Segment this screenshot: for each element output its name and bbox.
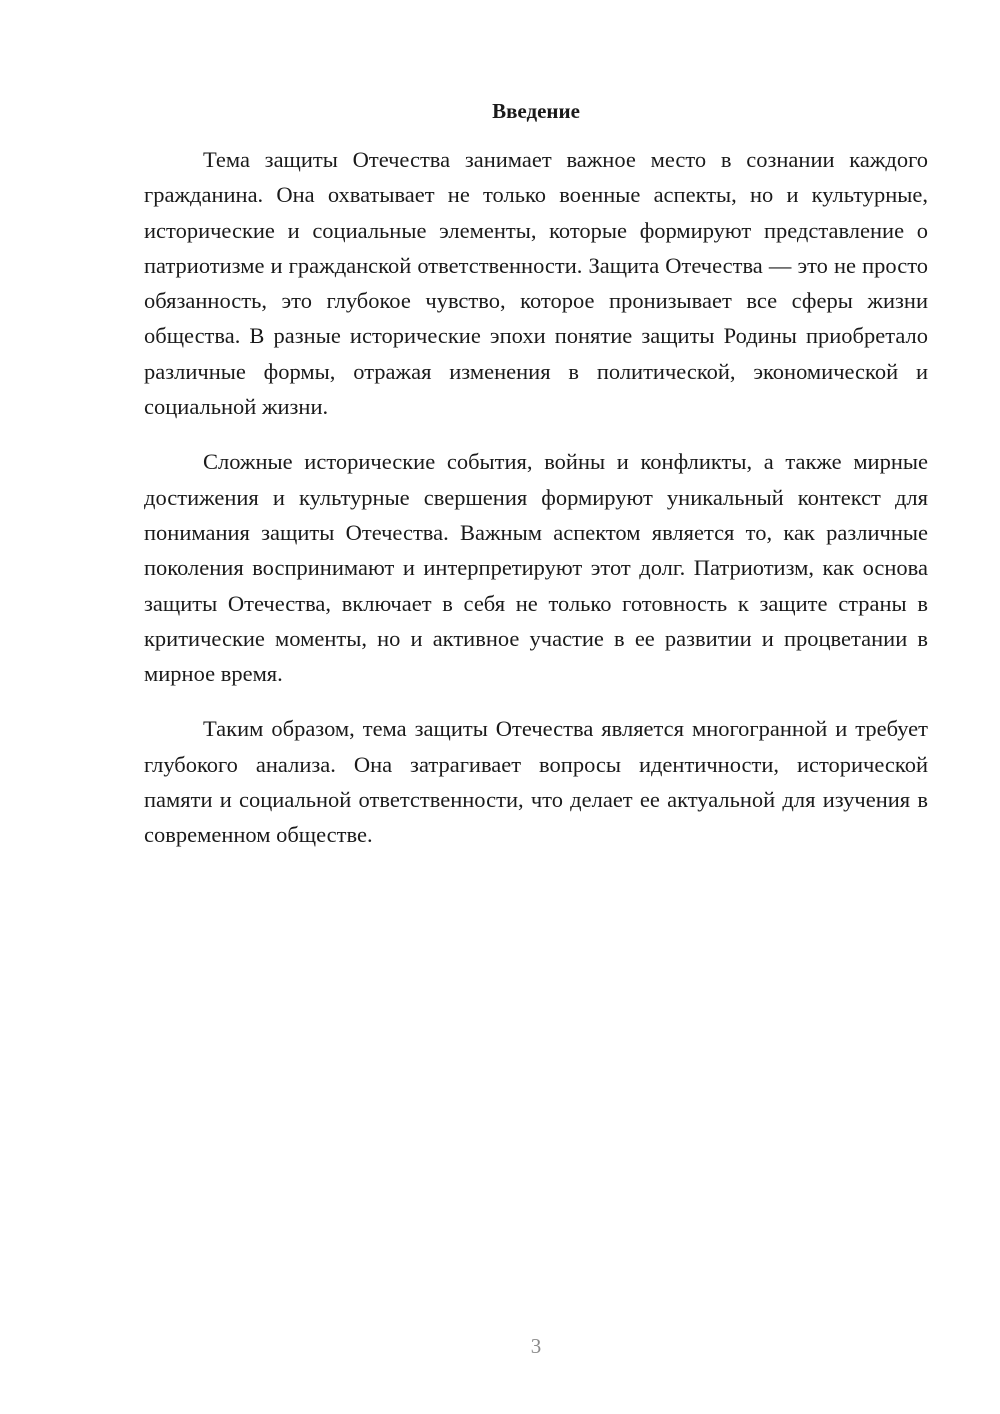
paragraph-3: Таким образом, тема защиты Отечества является многогранной и требует глубокого анализа. Она затрагивает вопросы идентичности, исторической памяти и социальной ответственности, что делает ее актуальной для изучения в современном обществе. — [144, 716, 928, 848]
body-text — [144, 142, 928, 873]
section-heading: Введение — [492, 99, 580, 123]
paragraph-1: Тема защиты Отечества занимает важное место в сознании каждого гражданина. Она охватывает не только военные аспекты, но и культурные, исторические и социальные элементы, которые формируют представление о патриотизме и гражданской ответственности. Защита Отечества — это не просто обязанность, это глубокое чувство, которое пронизывает все сферы жизни общества. В разные исторические эпохи понятие защиты Родины приобретало различные формы, отражая изменения в политической, экономической и социальной жизни. — [144, 147, 928, 420]
paragraph-2: Сложные исторические события, войны и конфликты, а также мирные достижения и культурные свершения формируют уникальный контекст для понимания защиты Отечества. Важным аспектом является то, как различные поколения воспринимают и интерпретируют этот долг. Патриотизм, как основа защиты Отечества, включает в себя не только готовность к защите страны в критические моменты, но и активное участие в ее развитии и процветании в мирное время. — [144, 449, 928, 687]
page-number: 3 — [530, 1334, 542, 1358]
